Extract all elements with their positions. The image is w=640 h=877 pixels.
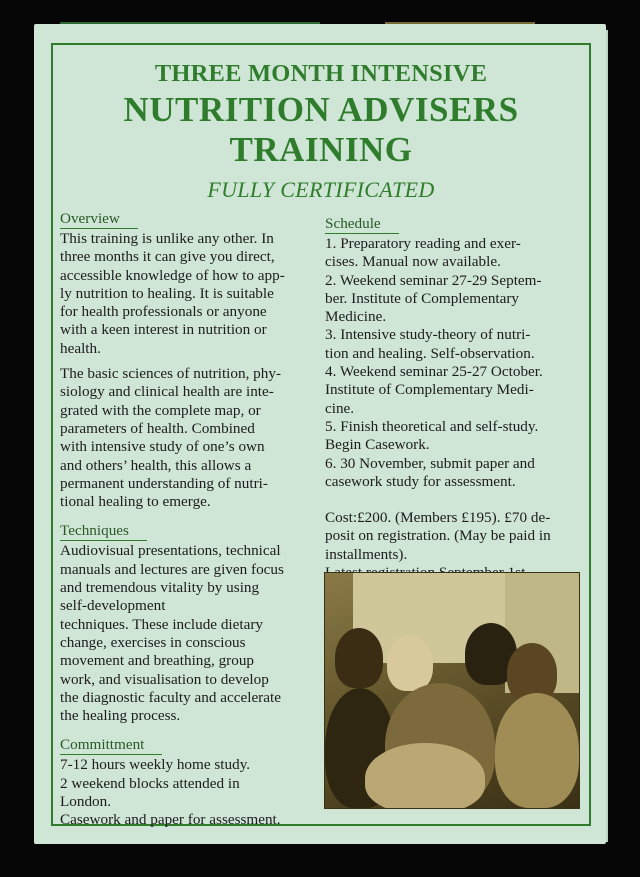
text-line: and others’ health, this allows a bbox=[60, 456, 252, 474]
text-line: with intensive study of one’s own bbox=[60, 438, 265, 456]
text-line: siology and clinical health are inte- bbox=[60, 383, 274, 401]
text-line: the diagnostic faculty and accelerate bbox=[60, 688, 281, 706]
schedule-list bbox=[325, 235, 581, 491]
text-line: 2. Weekend seminar 27-29 Septem- bbox=[325, 271, 542, 289]
text-line: 3. Intensive study-theory of nutri- bbox=[325, 326, 531, 344]
text-line: Medicine. bbox=[325, 308, 387, 326]
text-line: installments). bbox=[325, 545, 408, 563]
schedule-title: Schedule bbox=[325, 215, 399, 234]
commitment-title: Committment bbox=[60, 736, 162, 755]
text-line: Audiovisual presentations, technical bbox=[60, 542, 281, 560]
text-line: and tremendous vitality by using bbox=[60, 579, 260, 597]
heading-line-2: NUTRITION ADVISERS bbox=[123, 90, 519, 129]
text-line: accessible knowledge of how to app- bbox=[60, 266, 285, 284]
text-line: This training is unlike any other. In bbox=[60, 230, 274, 247]
overview-paragraph-2 bbox=[60, 365, 318, 511]
text-line: London. bbox=[60, 793, 112, 811]
text-line: Cost:£200. (Members £195). £70 de- bbox=[325, 509, 551, 527]
text-line: Casework and paper for assessment. bbox=[60, 811, 281, 829]
heading-subtitle: FULLY CERTIFICATED bbox=[207, 177, 435, 202]
text-line: Begin Casework. bbox=[325, 436, 430, 454]
text-line: posit on registration. (May be paid in bbox=[325, 527, 551, 545]
text-line: change, exercises in conscious bbox=[60, 633, 246, 651]
text-line: 4. Weekend seminar 25-27 October. bbox=[325, 363, 543, 381]
text-line: 2 weekend blocks attended in bbox=[60, 774, 240, 792]
text-line: ly nutrition to healing. It is suitable bbox=[60, 284, 274, 302]
heading-line-1: THREE MONTH INTENSIVE bbox=[154, 60, 488, 87]
text-line: health. bbox=[60, 339, 101, 357]
text-line: 1. Preparatory reading and exer- bbox=[325, 235, 521, 252]
text-line: for health professionals or anyone bbox=[60, 303, 267, 321]
text-line: the healing process. bbox=[60, 707, 181, 725]
text-line: with a keen interest in nutrition or bbox=[60, 321, 267, 339]
overview-title: Overview bbox=[60, 210, 138, 229]
techniques-paragraph bbox=[60, 542, 318, 725]
group-photo bbox=[324, 572, 580, 809]
text-line: three months it can give you direct, bbox=[60, 248, 275, 266]
text-line: ber. Institute of Complementary bbox=[325, 289, 520, 307]
text-line: manuals and lectures are given focus bbox=[60, 560, 284, 578]
text-line: 7-12 hours weekly home study. bbox=[60, 756, 251, 774]
text-line: self-development bbox=[60, 597, 166, 615]
text-line: techniques. These include dietary bbox=[60, 615, 263, 633]
text-line: parameters of health. Combined bbox=[60, 419, 255, 437]
text-line: cises. Manual now available. bbox=[325, 253, 501, 271]
heading-line-3: TRAINING bbox=[229, 130, 413, 169]
text-line: tional healing to emerge. bbox=[60, 493, 211, 511]
text-line: grated with the complete map, or bbox=[60, 401, 261, 419]
left-column bbox=[60, 210, 318, 830]
text-line: movement and breathing, group bbox=[60, 652, 255, 670]
text-line: permanent understanding of nutri- bbox=[60, 474, 268, 492]
right-column bbox=[325, 215, 581, 582]
text-line: The basic sciences of nutrition, phy- bbox=[60, 365, 281, 383]
commitment-paragraph bbox=[60, 756, 318, 829]
text-line: tion and healing. Self-observation. bbox=[325, 344, 535, 362]
text-line: Institute of Complementary Medi- bbox=[325, 381, 534, 399]
text-line: cine. bbox=[325, 399, 355, 417]
text-line: work, and visualisation to develop bbox=[60, 670, 269, 688]
overview-paragraph-1 bbox=[60, 230, 318, 358]
text-line: casework study for assessment. bbox=[325, 472, 516, 490]
text-line: 6. 30 November, submit paper and bbox=[325, 454, 535, 472]
techniques-title: Techniques bbox=[60, 522, 147, 541]
text-line: 5. Finish theoretical and self-study. bbox=[325, 417, 539, 435]
